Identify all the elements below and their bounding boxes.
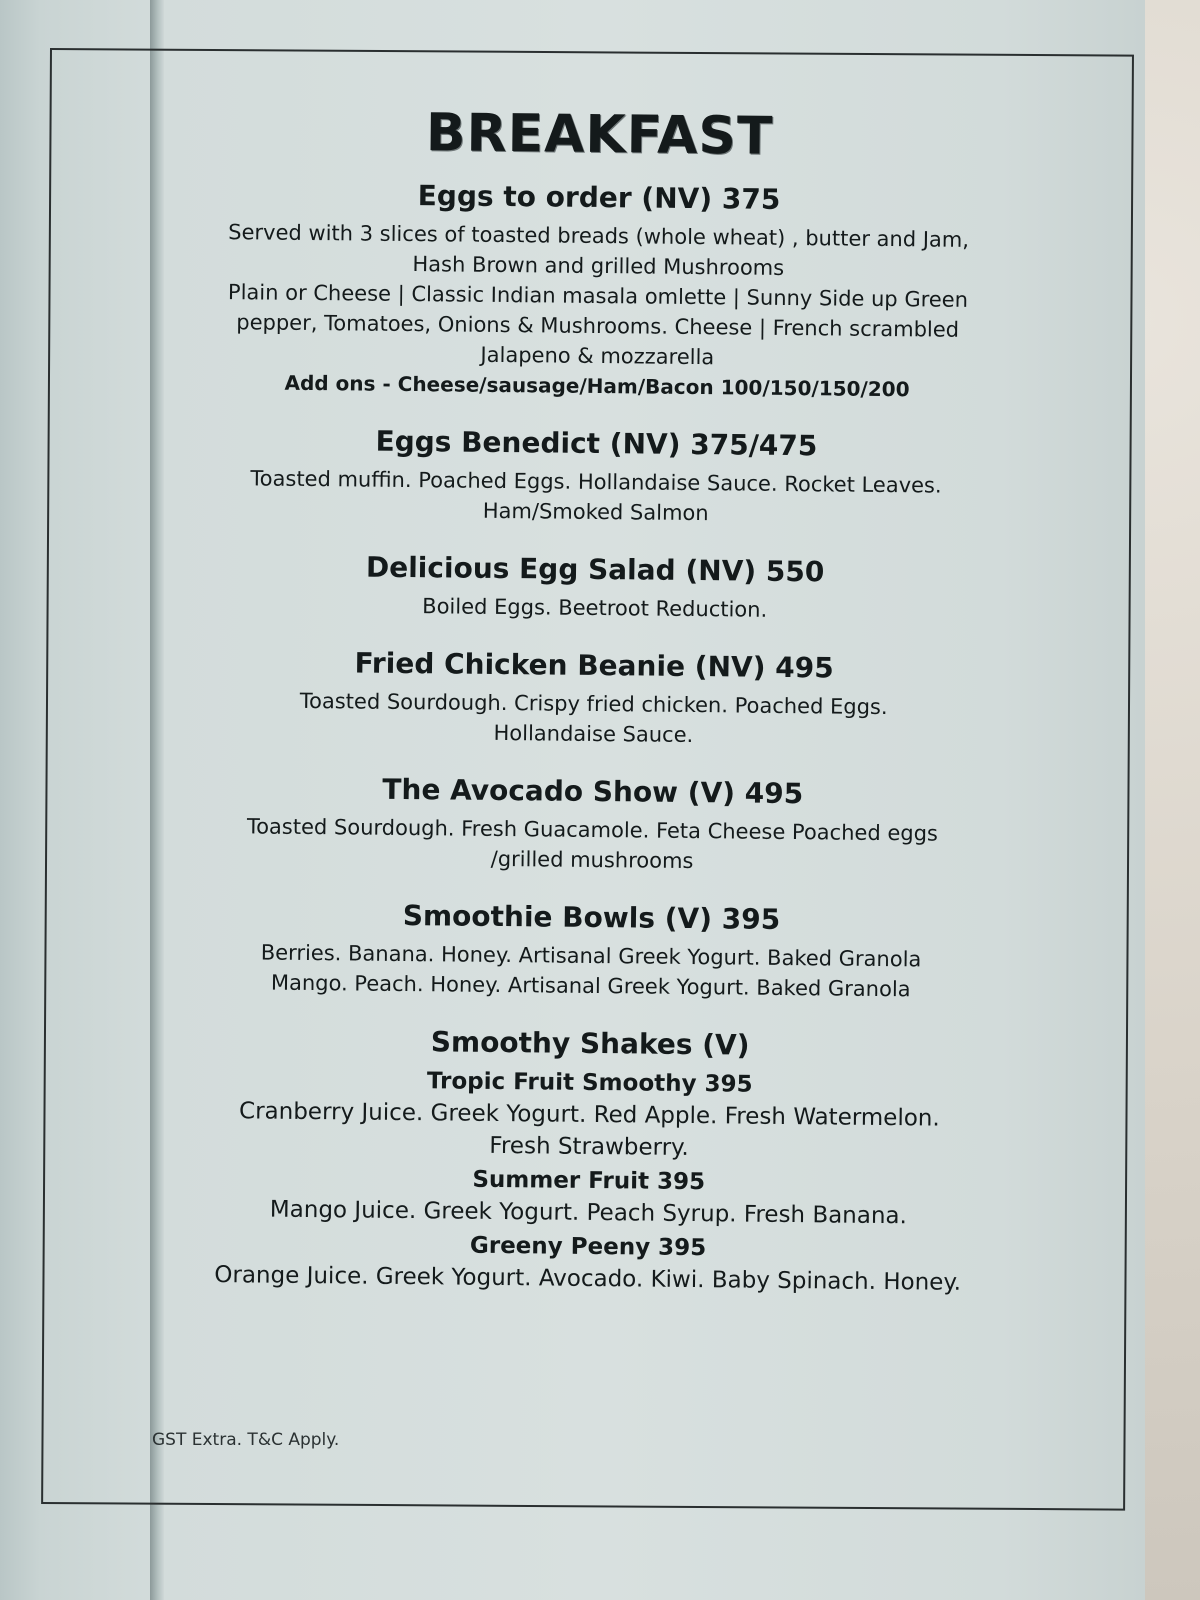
shake-item-desc-line: Mango Juice. Greek Yogurt. Peach Syrup. Fresh Banana. xyxy=(269,1196,908,1230)
shake-item-name: Summer Fruit 395 xyxy=(472,1166,706,1196)
shake-item-desc-line: Fresh Strawberry. xyxy=(489,1132,689,1161)
menu-item xyxy=(163,644,1024,753)
menu-item-desc-line: Plain or Cheese | Classic Indian masala omlette | Sunny Side up Green xyxy=(227,280,969,312)
shake-item-desc-line: Cranberry Juice. Greek Yogurt. Red Apple. Fresh Watermelon. xyxy=(238,1098,940,1132)
menu-item-desc-line: Berries. Banana. Honey. Artisanal Greek Yogurt. Baked Granola xyxy=(260,940,922,972)
menu-title: BREAKFAST xyxy=(425,103,774,167)
menu-item xyxy=(161,896,1022,1005)
menu-item-desc-line: Jalapeno & mozzarella xyxy=(480,342,715,370)
shake-item-name: Tropic Fruit Smoothy 395 xyxy=(426,1068,753,1098)
menu-item-desc-line: Mango. Peach. Honey. Artisanal Greek Yogurt. Baked Granola xyxy=(270,970,911,1002)
menu-item-name: Fried Chicken Beanie (NV) 495 xyxy=(354,646,834,685)
shakes-section xyxy=(158,1022,1021,1299)
menu-item xyxy=(162,770,1023,879)
menu-item-desc-line: Toasted muffin. Poached Eggs. Hollandaise Sauce. Rocket Leaves. xyxy=(250,466,942,498)
menu-item-addons: Add ons - Cheese/sausage/Ham/Bacon 100/150/150/200 xyxy=(284,370,910,402)
menu-item-desc-line: Ham/Smoked Salmon xyxy=(482,498,709,526)
menu-item xyxy=(167,176,1029,405)
menu-item-name: Eggs to order (NV) 375 xyxy=(417,179,781,216)
menu-item-desc-line: Boiled Eggs. Beetroot Reduction. xyxy=(422,594,768,622)
menu-item-desc-line: Hash Brown and grilled Mushrooms xyxy=(412,252,785,280)
menu-item xyxy=(166,422,1027,531)
menu-item-name: Eggs Benedict (NV) 375/475 xyxy=(375,424,818,463)
menu-footer-note: GST Extra. T&C Apply. xyxy=(152,1430,340,1450)
menu-item-name: Smoothie Bowls (V) 395 xyxy=(402,898,781,936)
menu-item-desc-line: Toasted Sourdough. Crispy fried chicken. Poached Eggs. xyxy=(299,688,888,720)
menu-item-desc-line: pepper, Tomatoes, Onions & Mushrooms. Cheese | French scrambled xyxy=(236,310,960,342)
menu-content xyxy=(157,100,1030,1325)
menu-item-desc-line: Served with 3 slices of toasted breads (whole wheat) , butter and Jam, xyxy=(228,220,970,252)
menu-item-desc-line: Hollandaise Sauce. xyxy=(493,720,694,748)
menu-item-desc-line: /grilled mushrooms xyxy=(490,846,694,874)
menu-item-name: The Avocado Show (V) 495 xyxy=(382,772,804,811)
menu-item-desc-line: Toasted Sourdough. Fresh Guacamole. Feta Cheese Poached eggs xyxy=(246,814,939,846)
shake-item-name: Greeny Peeny 395 xyxy=(469,1232,707,1262)
shake-item-desc-line: Orange Juice. Greek Yogurt. Avocado. Kiwi. Baby Spinach. Honey. xyxy=(214,1262,962,1296)
menu-item xyxy=(165,548,1026,627)
shakes-section-title: Smoothy Shakes (V) xyxy=(430,1025,750,1062)
menu-item-name: Delicious Egg Salad (NV) 550 xyxy=(365,550,825,589)
